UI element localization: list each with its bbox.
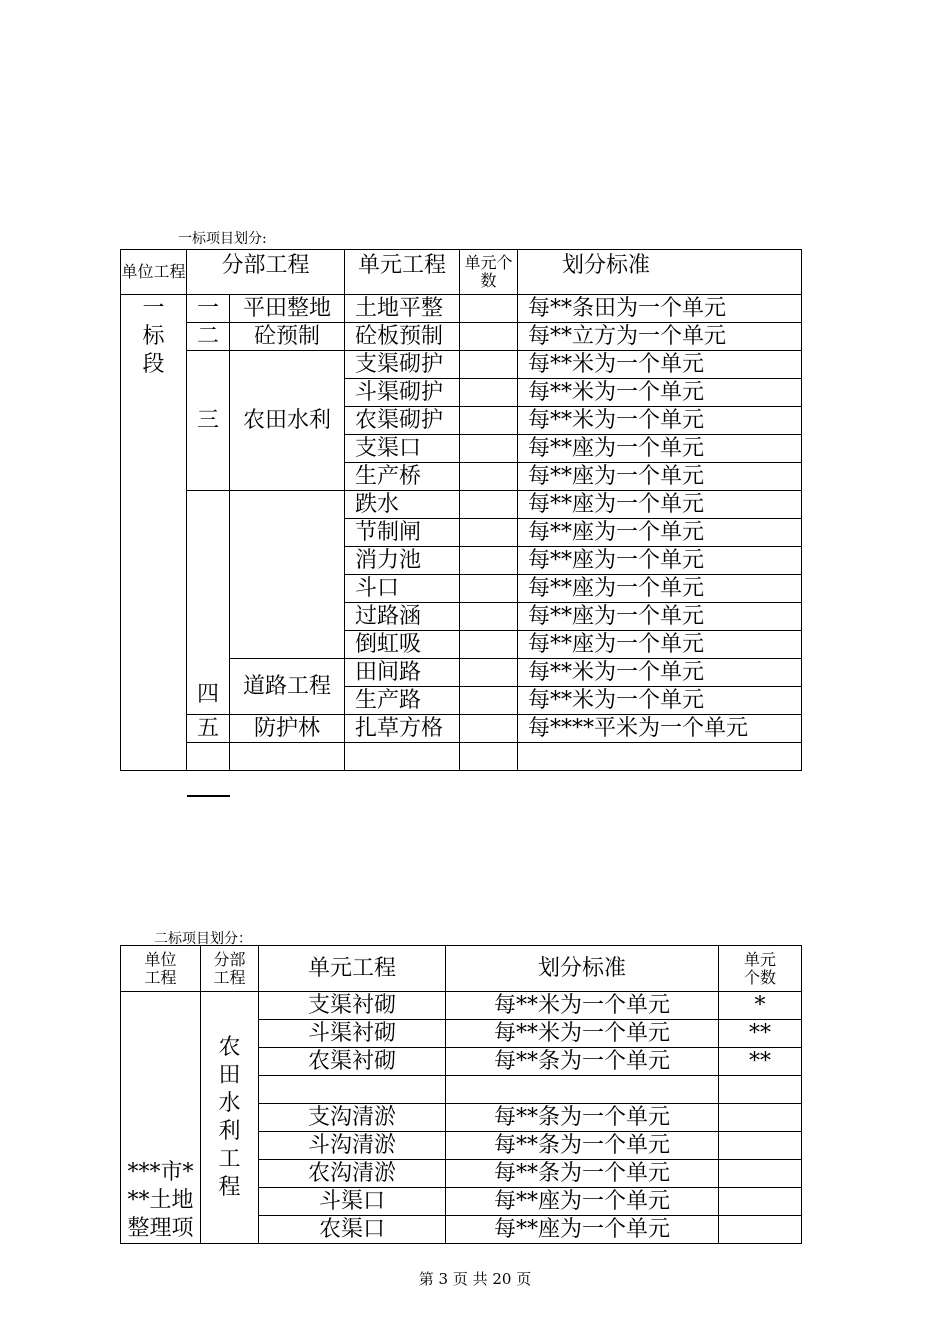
- t2-standard: 每**座为一个单元: [446, 1188, 719, 1216]
- t1-standard: 每**条田为一个单元: [518, 295, 802, 323]
- t1-num: 一: [187, 295, 230, 323]
- t1-element: 土地平整: [345, 295, 460, 323]
- t2-header-count: 单元个数: [719, 946, 802, 992]
- t1-standard: 每**座为一个单元: [518, 575, 802, 603]
- table2-header-row: [121, 946, 802, 992]
- t1-count: [460, 547, 518, 575]
- t1-count: [460, 519, 518, 547]
- t1-count: [460, 715, 518, 743]
- t2-count: [719, 1104, 802, 1132]
- table2-caption: 二标项目划分：: [154, 931, 252, 947]
- t1-count: [460, 379, 518, 407]
- t1-standard: 每**座为一个单元: [518, 435, 802, 463]
- t2-standard: 每**米为一个单元: [446, 992, 719, 1020]
- t1-count: [460, 435, 518, 463]
- table-row: [121, 715, 802, 743]
- t2-count: [719, 1076, 802, 1104]
- t2-standard: 每**条为一个单元: [446, 1048, 719, 1076]
- t1-count: [460, 351, 518, 379]
- t2-standard: 每**条为一个单元: [446, 1160, 719, 1188]
- t2-header-element: 单元工程: [259, 946, 446, 992]
- t1-header-unit: 单位工程: [121, 250, 187, 295]
- t2-standard: [446, 1076, 719, 1104]
- table-row: [121, 491, 802, 519]
- t1-division-blank: [230, 491, 345, 659]
- t1-element: 扎草方格: [345, 715, 460, 743]
- t1-header-count: 单元个数: [460, 250, 518, 295]
- t1-blank-cell: [345, 743, 460, 771]
- t1-standard: 每****平米为一个单元: [518, 715, 802, 743]
- table-row: [121, 351, 802, 379]
- t1-division: 农田水利: [230, 351, 345, 491]
- t1-element: 节制闸: [345, 519, 460, 547]
- t2-header-unit: 单位工程: [121, 946, 201, 992]
- t2-count: [719, 1160, 802, 1188]
- t2-element: [259, 1076, 446, 1104]
- t1-element: 消力池: [345, 547, 460, 575]
- t1-count: [460, 575, 518, 603]
- t1-element: 生产路: [345, 687, 460, 715]
- table2: [120, 945, 802, 1244]
- t2-element: 农渠口: [259, 1216, 446, 1244]
- t2-element: 农沟清淤: [259, 1160, 446, 1188]
- t2-element: 支沟清淤: [259, 1104, 446, 1132]
- page-footer: 第 3 页 共 20 页: [418, 1270, 532, 1288]
- t2-unit-label: ***市***土地整理项: [121, 992, 201, 1244]
- t1-count: [460, 687, 518, 715]
- t1-count: [460, 603, 518, 631]
- t2-header-division: 分部工程: [201, 946, 259, 992]
- t2-element: 斗沟清淤: [259, 1132, 446, 1160]
- t2-element: 斗渠口: [259, 1188, 446, 1216]
- t2-division-label: 农田水利工程: [201, 992, 259, 1244]
- t1-standard: 每**座为一个单元: [518, 463, 802, 491]
- t1-count: [460, 659, 518, 687]
- t1-element: 生产桥: [345, 463, 460, 491]
- t2-standard: 每**座为一个单元: [446, 1216, 719, 1244]
- t1-element: 农渠砌护: [345, 407, 460, 435]
- t1-count: [460, 631, 518, 659]
- t1-element: 倒虹吸: [345, 631, 460, 659]
- t1-blank-cell: [460, 743, 518, 771]
- t1-blank-cell: [187, 743, 230, 771]
- table1: [120, 249, 802, 771]
- t1-blank-cell: [230, 743, 345, 771]
- t1-count: [460, 323, 518, 351]
- t2-count: **: [719, 1048, 802, 1076]
- t1-element: 斗渠砌护: [345, 379, 460, 407]
- t1-count: [460, 295, 518, 323]
- t1-count: [460, 463, 518, 491]
- t1-element: 支渠口: [345, 435, 460, 463]
- t1-count: [460, 407, 518, 435]
- t1-division: 防护林: [230, 715, 345, 743]
- t2-element: 斗渠衬砌: [259, 1020, 446, 1048]
- t1-standard: 每**立方为一个单元: [518, 323, 802, 351]
- t2-element: 支渠衬砌: [259, 992, 446, 1020]
- table-row: [121, 992, 802, 1020]
- t1-header-element: 单元工程: [345, 250, 460, 295]
- t1-num: 五: [187, 715, 230, 743]
- t1-element: 支渠砌护: [345, 351, 460, 379]
- t2-count: [719, 1188, 802, 1216]
- t1-standard: 每**座为一个单元: [518, 491, 802, 519]
- table1-header-row: [121, 250, 802, 295]
- t1-element: 跌水: [345, 491, 460, 519]
- t2-count: [719, 1216, 802, 1244]
- t1-standard: 每**米为一个单元: [518, 379, 802, 407]
- t1-element: 过路涵: [345, 603, 460, 631]
- table-row: [121, 323, 802, 351]
- footnote-separator: [187, 795, 230, 797]
- table-row: [121, 295, 802, 323]
- t2-count: [719, 1132, 802, 1160]
- t1-standard: 每**米为一个单元: [518, 407, 802, 435]
- t2-standard: 每**条为一个单元: [446, 1104, 719, 1132]
- table1-caption: 一标项目划分:: [178, 231, 267, 247]
- t1-num: 二: [187, 323, 230, 351]
- t1-standard: 每**米为一个单元: [518, 351, 802, 379]
- t1-count: [460, 491, 518, 519]
- t2-count: **: [719, 1020, 802, 1048]
- t1-standard: 每**座为一个单元: [518, 519, 802, 547]
- t2-standard: 每**条为一个单元: [446, 1132, 719, 1160]
- t1-element: 田间路: [345, 659, 460, 687]
- t1-section-label: 一标段: [121, 295, 187, 771]
- t1-blank-cell: [518, 743, 802, 771]
- table-row-blank: [121, 743, 802, 771]
- t1-standard: 每**座为一个单元: [518, 631, 802, 659]
- t1-num: 四: [187, 491, 230, 715]
- t1-header-division: 分部工程: [187, 250, 345, 295]
- t1-num: 三: [187, 351, 230, 491]
- t2-count: *: [719, 992, 802, 1020]
- t1-division: 道路工程: [230, 659, 345, 715]
- t2-element: 农渠衬砌: [259, 1048, 446, 1076]
- t1-standard: 每**米为一个单元: [518, 659, 802, 687]
- t2-standard: 每**米为一个单元: [446, 1020, 719, 1048]
- t2-header-standard: 划分标准: [446, 946, 719, 992]
- t1-element: 砼板预制: [345, 323, 460, 351]
- t1-header-standard: 划分标准: [518, 250, 802, 295]
- t1-division: 砼预制: [230, 323, 345, 351]
- t1-standard: 每**米为一个单元: [518, 687, 802, 715]
- t1-division: 平田整地: [230, 295, 345, 323]
- t1-element: 斗口: [345, 575, 460, 603]
- t1-standard: 每**座为一个单元: [518, 547, 802, 575]
- t1-standard: 每**座为一个单元: [518, 603, 802, 631]
